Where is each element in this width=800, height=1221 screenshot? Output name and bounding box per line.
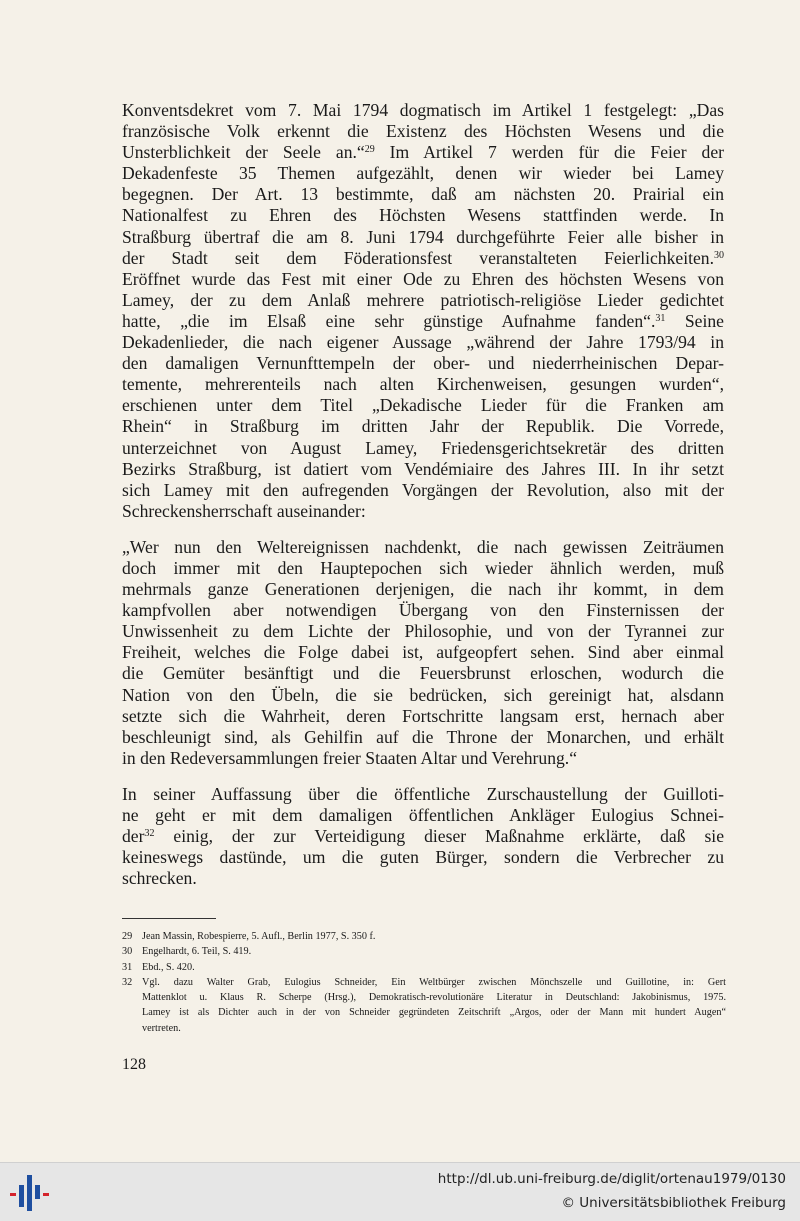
text-line: Unwissenheit zu dem Lichte der Philosophie, und von der Tyrannei zur bbox=[122, 621, 724, 642]
text-line: in den Redeversammlungen freier Staaten Altar und Verehrung.“ bbox=[122, 747, 578, 768]
text-line: temente, mehrerenteils nach alten Kirchenweisen, gesungen wurden“, bbox=[122, 374, 724, 395]
text-line: Freiheit, welches die Folge dabei ist, aufgeopfert sehen. Sind aber einmal bbox=[122, 642, 724, 663]
footnote-text: Jean Massin, Robespierre, 5. Aufl., Berlin 1977, S. 350 f. bbox=[142, 931, 376, 942]
footnote-ref-31[interactable]: 31 bbox=[655, 312, 666, 324]
text-line: In seiner Auffassung über die öffentliche Zurschaustellung der Guilloti- bbox=[122, 783, 724, 804]
footnote-number: 29 bbox=[122, 931, 133, 942]
paragraph-1 bbox=[122, 100, 724, 522]
footnote-ref-30[interactable]: 30 bbox=[714, 249, 724, 261]
text-line: „Wer nun den Weltereignissen nachdenkt, die nach gewissen Zeiträumen bbox=[122, 536, 724, 557]
text-line: den damaligen Vernunfttempeln der ober- und niederrheinischen Depar- bbox=[122, 353, 724, 374]
text-line: Straßburg übertraf die am 8. Juni 1794 durchgeführte Feier alle bisher in bbox=[122, 226, 724, 247]
footnote-ref-32[interactable]: 32 bbox=[144, 828, 155, 840]
text-line: der Stadt seit dem Föderationsfest veranstalteten Feierlichkeiten.$^{30}$ bbox=[122, 247, 724, 268]
text-line: keineswegs dastünde, um die guten Bürger, sondern die Verbrecher zu bbox=[122, 847, 724, 868]
text-line: Nationalfest zu Ehren des Höchsten Wesens stattfinden werde. In bbox=[122, 205, 724, 226]
source-url-link[interactable]: http://dl.ub.uni-freiburg.de/diglit/ortenau1979/0130 bbox=[437, 1171, 786, 1187]
text-line: die Gemüter besänftigt und die Feuersbrunst erloschen, wodurch die bbox=[122, 663, 724, 684]
footnote-text: Engelhardt, 6. Teil, S. 419. bbox=[142, 946, 252, 958]
text-line: erschienen unter dem Titel „Dekadische Lieder für die Franken am bbox=[122, 395, 724, 416]
footnote-number: 32 bbox=[122, 976, 133, 988]
text-line: französische Volk erkennt die Existenz des Höchsten Wesens und die bbox=[122, 121, 724, 142]
text-line: Dekadenfeste 35 Themen aufgezählt, denen wir wieder bei Lamey bbox=[122, 163, 724, 184]
text-line: Konventsdekret vom 7. Mai 1794 dogmatisch im Artikel 1 festgelegt: „Das bbox=[122, 100, 724, 120]
footnote-number: 30 bbox=[122, 946, 133, 958]
paragraph-3 bbox=[122, 784, 724, 889]
text-line: doch immer mit den Hauptepochen sich wieder ähnlich werden, muß bbox=[122, 557, 724, 578]
text-line: beschleunigt sind, als Gehilfin auf die Throne der Monarchen, und erhält bbox=[122, 726, 724, 747]
text-line: hatte, „die im Elsaß eine sehr günstige Aufnahme fanden“.$^{31}$ Seine bbox=[122, 310, 724, 331]
text-line: mehrmals ganze Generationen derjenigen, die nach ihr kommt, in dem bbox=[122, 579, 724, 600]
footnote-text: Vgl. dazu Walter Grab, Eulogius Schneider, Ein Weltbürger zwischen Mönchszelle und Guillotine, in: Gert Mattenklot u. Klaus R. Scherpe (Hrsg.), Demokratisch-revolutionäre Literatur in Deutschland: Jakobinismus, 1975. Lamey ist als Dichter auch in der von Schneider gegründeten Zeitschrift „Argos, oder der Mann mit hundert Augen“ vertreten. bbox=[142, 976, 726, 1034]
text-line: begegnen. Der Art. 13 bestimmte, daß am nächsten 20. Prairial ein bbox=[122, 184, 724, 205]
footnote-30 bbox=[122, 944, 726, 959]
text-line: kampfvollen aber notwendigen Übergang von den Finsternissen der bbox=[122, 600, 724, 621]
text-line: Dekadenlieder, die nach eigener Aussage „während der Jahre 1793/94 in bbox=[122, 332, 724, 353]
footnote-divider bbox=[122, 918, 216, 919]
footnote-32 bbox=[122, 975, 726, 1036]
page-number: 128 bbox=[122, 1056, 146, 1073]
footnotes bbox=[122, 929, 726, 1036]
text-line: Rhein“ in Straßburg im dritten Jahr der Republik. Die Vorrede, bbox=[122, 416, 724, 437]
footnote-31 bbox=[122, 960, 726, 975]
text-line: Lamey, der zu dem Anlaß mehrere patriotisch-religiöse Lieder gedichtet bbox=[122, 289, 724, 310]
text-line: ne geht er mit dem damaligen öffentlichen Ankläger Eulogius Schnei- bbox=[122, 805, 724, 825]
footnote-ref-29[interactable]: 29 bbox=[364, 144, 375, 156]
text-line: Nation von den Übeln, die sie bedrücken, sich gereinigt hat, alsdann bbox=[122, 684, 724, 705]
footnote-text: Ebd., S. 420. bbox=[142, 961, 195, 973]
main-text bbox=[122, 100, 724, 904]
footnote-29 bbox=[122, 929, 726, 944]
text-line: Bezirks Straßburg, ist datiert vom Vendémiaire des Jahres III. In ihr setzt bbox=[122, 458, 724, 479]
copyright-text: © Universitätsbibliothek Freiburg bbox=[561, 1195, 786, 1211]
text-line: Unsterblichkeit der Seele an.“$^{29}$ Im Artikel 7 werden für die Feier der bbox=[122, 142, 724, 163]
text-line: unterzeichnet von August Lamey, Friedensgerichtsekretär des dritten bbox=[122, 437, 724, 458]
text-line: schrecken. bbox=[122, 868, 197, 889]
text-line: Eröffnet wurde das Fest mit einer Ode zu Ehren des höchsten Wesens von bbox=[122, 268, 724, 289]
text-line: der$^{32}$ einig, der zur Verteidigung dieser Maßnahme erklärte, daß sie bbox=[122, 826, 724, 847]
footnote-number: 31 bbox=[122, 961, 133, 973]
footer-bar bbox=[0, 1162, 800, 1221]
text-line: setzte sich die Wahrheit, deren Fortschritte langsam erst, hernach aber bbox=[122, 705, 724, 726]
text-line: Schreckensherrschaft auseinander: bbox=[122, 500, 366, 521]
ub-freiburg-logo-icon[interactable] bbox=[8, 1173, 52, 1213]
text-line: sich Lamey mit den aufregenden Vorgängen der Revolution, also mit der bbox=[122, 479, 724, 500]
quotation-paragraph bbox=[122, 537, 724, 769]
